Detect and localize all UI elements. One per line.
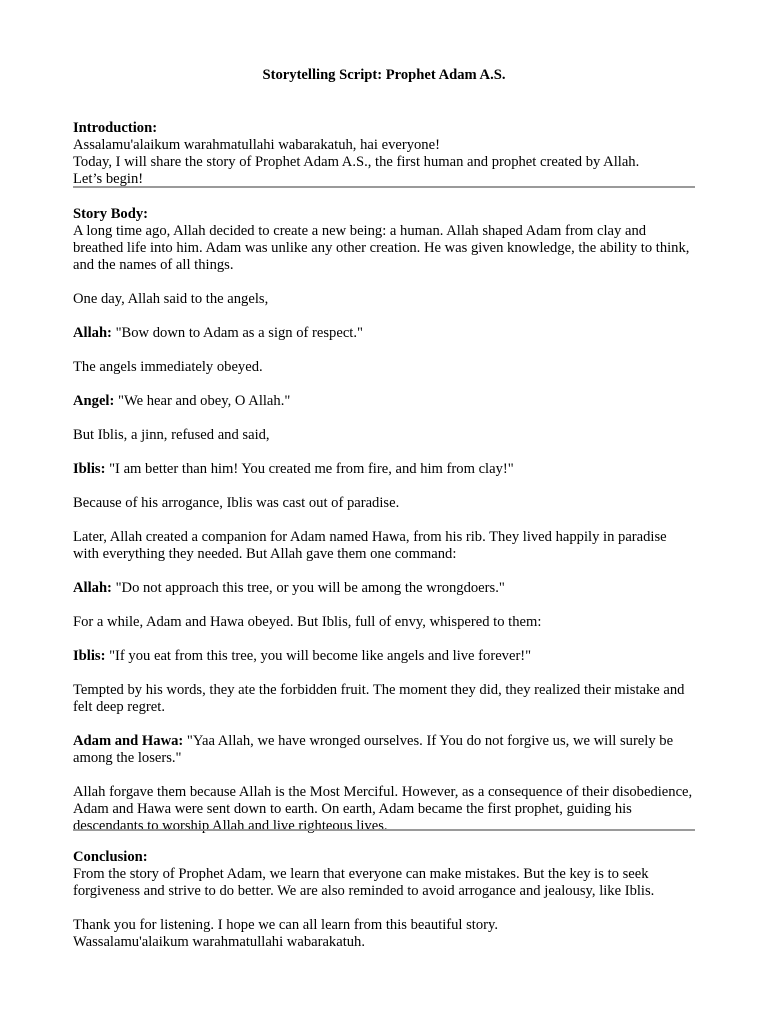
section-divider xyxy=(73,829,695,831)
dialogue-text: "Bow down to Adam as a sign of respect." xyxy=(111,325,363,341)
dialogue-text: "Yaa Allah, we have wronged ourselves. If You do not forgive us, we will surely be among the losers." xyxy=(73,733,674,766)
introduction-line: Let’s begin! xyxy=(73,171,144,187)
dialogue-line xyxy=(73,393,695,410)
story-paragraph: Later, Allah created a companion for Adam named Hawa, from his rib. They lived happily in paradise with everything they needed. But Allah gave them one command: xyxy=(73,529,667,562)
dialogue-speaker: Iblis: xyxy=(73,461,106,477)
dialogue-speaker: Iblis: xyxy=(73,648,106,664)
introduction-heading: Introduction: xyxy=(73,120,158,136)
introduction-section xyxy=(73,120,695,188)
story-paragraph: But Iblis, a jinn, refused and said, xyxy=(73,427,270,443)
dialogue-text: "Do not approach this tree, or you will be among the wrongdoers." xyxy=(111,580,505,596)
dialogue-line xyxy=(73,325,695,342)
dialogue-line xyxy=(73,461,695,478)
dialogue-text: "If you eat from this tree, you will become like angels and live forever!" xyxy=(105,648,532,664)
introduction-line: Today, I will share the story of Prophet Adam A.S., the first human and prophet created by Allah. xyxy=(73,154,640,170)
dialogue-speaker: Allah: xyxy=(73,580,112,596)
story-paragraph: Because of his arrogance, Iblis was cast out of paradise. xyxy=(73,495,400,511)
story-paragraph: Allah forgave them because Allah is the Most Merciful. However, as a consequence of their disobedience, Adam and Hawa were sent down to earth. On earth, Adam became the first prophet, guiding his descendants to worship Allah and live righteous lives. xyxy=(73,784,693,834)
story-paragraph: Tempted by his words, they ate the forbidden fruit. The moment they did, they realized their mistake and felt deep regret. xyxy=(73,682,685,715)
section-divider xyxy=(73,186,695,188)
dialogue-speaker: Allah: xyxy=(73,325,112,341)
introduction-line: Assalamu'alaikum warahmatullahi wabarakatuh, hai everyone! xyxy=(73,137,440,153)
story-paragraph: A long time ago, Allah decided to create a new being: a human. Allah shaped Adam from clay and breathed life into him. Adam was unlike any other creation. He was given knowledge, the ability to think, and the names of all things. xyxy=(73,223,690,273)
conclusion-section xyxy=(73,849,695,951)
dialogue-text: "I am better than him! You created me from fire, and him from clay!" xyxy=(105,461,514,477)
conclusion-paragraph: Thank you for listening. I hope we can all learn from this beautiful story. xyxy=(73,917,498,933)
dialogue-line xyxy=(73,648,695,665)
dialogue-speaker: Angel: xyxy=(73,393,115,409)
dialogue-text: "We hear and obey, O Allah." xyxy=(114,393,291,409)
conclusion-paragraph: From the story of Prophet Adam, we learn that everyone can make mistakes. But the key is to seek forgiveness and strive to do better. We are also reminded to avoid arrogance and jealousy, like Iblis. xyxy=(73,866,655,899)
conclusion-paragraph: Wassalamu'alaikum warahmatullahi wabarakatuh. xyxy=(73,934,366,950)
story-section xyxy=(73,206,695,835)
dialogue-line xyxy=(73,733,695,767)
story-paragraph: The angels immediately obeyed. xyxy=(73,359,263,375)
dialogue-line xyxy=(73,580,695,597)
dialogue-speaker: Adam and Hawa: xyxy=(73,733,184,749)
story-heading: Story Body: xyxy=(73,206,148,222)
document-title: Storytelling Script: Prophet Adam A.S. xyxy=(262,67,506,83)
story-paragraph: One day, Allah said to the angels, xyxy=(73,291,269,307)
conclusion-heading: Conclusion: xyxy=(73,849,148,865)
story-paragraph: For a while, Adam and Hawa obeyed. But Iblis, full of envy, whispered to them: xyxy=(73,614,542,630)
